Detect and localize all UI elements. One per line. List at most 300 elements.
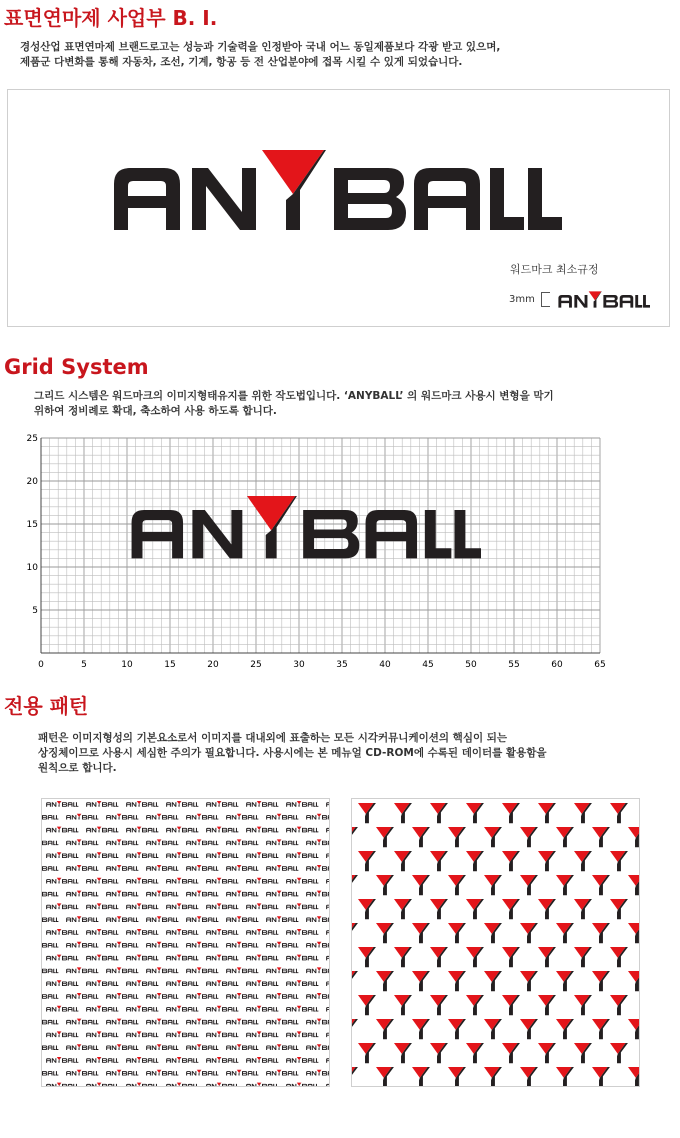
pattern-symbol-tile (538, 947, 556, 967)
pattern-wordmark-tile (146, 839, 178, 845)
grid-x-ticks (38, 660, 606, 670)
pattern-symbol-tile (610, 803, 628, 823)
pattern-wordmark-tile (206, 878, 238, 884)
pattern-wordmark-tile (166, 1006, 198, 1012)
pattern-symbol-tile (538, 851, 556, 871)
grid-y-tick-label: 5 (32, 606, 38, 616)
pattern-wordmark-tile (166, 1031, 198, 1037)
pattern-symbol-tile (502, 899, 520, 919)
min-size-bracket (541, 292, 550, 307)
pattern-symbol-tile (412, 875, 430, 895)
pattern-symbol-tile (610, 947, 628, 967)
pattern-symbol-tile (448, 1067, 466, 1087)
pattern-symbol-tile (394, 947, 412, 967)
pattern-symbol-tile (556, 875, 574, 895)
pattern-wordmark-tile (46, 827, 78, 833)
pattern-wordmark-tile (126, 852, 158, 858)
pattern-symbol-tile (628, 923, 640, 943)
grid-x-tick-label: 0 (38, 660, 44, 670)
grid-y-tick-label: 15 (26, 520, 38, 530)
grid-x-tick-label: 45 (422, 660, 434, 670)
pattern-symbol-tile (592, 1067, 610, 1087)
pattern-wordmark-tile (146, 942, 178, 948)
pattern-wordmark-tile (186, 916, 218, 922)
pattern-symbol-tile (412, 827, 430, 847)
pattern-symbol-tile (556, 827, 574, 847)
pattern-wordmark-tile (246, 980, 278, 986)
pattern-symbol-tile (358, 851, 376, 871)
pattern-wordmark-tile (246, 827, 278, 833)
pattern-symbol-tile (358, 899, 376, 919)
pattern-wordmark-tile (246, 1031, 278, 1037)
grid-lines (41, 438, 600, 653)
pattern-symbol-tile (448, 827, 466, 847)
pattern-symbol-tile (502, 851, 520, 871)
pattern-wordmark-tile (226, 942, 258, 948)
pattern-wordmark-tile (246, 1006, 278, 1012)
pattern-wordmark-tile (226, 814, 258, 820)
pattern-wordmark-tile (106, 942, 138, 948)
pattern-symbol-tile (574, 947, 592, 967)
pattern-wordmark-tile (126, 1057, 158, 1063)
pattern-wordmark-tile (186, 1019, 218, 1025)
pattern-symbol-tile (394, 899, 412, 919)
pattern-wordmark-tile (146, 1070, 178, 1076)
pattern-symbol-tile (556, 1019, 574, 1039)
pattern-wordmark-tile (66, 1019, 98, 1025)
pattern-symbol-tile (394, 803, 412, 823)
grid-x-tick-label: 55 (508, 660, 520, 670)
pattern-symbol-tile (610, 851, 628, 871)
pattern-symbol-tile (352, 971, 358, 991)
pattern-symbol-tile (466, 1043, 484, 1063)
pattern-wordmark-tile (46, 1083, 78, 1087)
pattern-wordmark-tile (126, 801, 158, 807)
pattern-wordmark-tile (166, 827, 198, 833)
pattern-wordmark-tile (326, 1006, 330, 1012)
pattern-wordmark-tile (266, 814, 298, 820)
pattern-wordmark-tile (166, 1083, 198, 1087)
pattern-wordmark-tile (166, 878, 198, 884)
pattern-symbol-tile (376, 971, 394, 991)
pattern-wordmark-tile (246, 955, 278, 961)
pattern-symbol-tile (574, 899, 592, 919)
pattern-symbol-tile (376, 875, 394, 895)
pattern-wordmark-tile (226, 1019, 258, 1025)
pattern-wordmark-tile (306, 891, 330, 897)
pattern-wordmark-tile (46, 1006, 78, 1012)
pattern-wordmark-tile (66, 839, 98, 845)
pattern-symbol-tile (520, 971, 538, 991)
pattern-wordmark-tile (42, 993, 58, 999)
pattern-symbol-tile (520, 1067, 538, 1087)
pattern-wordmark-tile (226, 865, 258, 871)
pattern-wordmark-tile (106, 814, 138, 820)
pattern-wordmark-tile (42, 1070, 58, 1076)
grid-x-tick-label: 25 (250, 660, 262, 670)
pattern-wordmark-tile (266, 1044, 298, 1050)
pattern-wordmark-tile (226, 1070, 258, 1076)
pattern-symbol-tile (520, 1019, 538, 1039)
pattern-symbol-tile (520, 875, 538, 895)
pattern-wordmark-tile (326, 827, 330, 833)
pattern-wordmark-tile (166, 1057, 198, 1063)
pattern-wordmark-tile (166, 852, 198, 858)
grid-y-tick-label: 10 (26, 563, 38, 573)
pattern-wordmark-tile (86, 980, 118, 986)
pattern-symbol-tile (628, 827, 640, 847)
pattern-wordmark-tile (306, 967, 330, 973)
pattern-wordmark-tile (286, 801, 318, 807)
pattern-wordmark-tile (126, 980, 158, 986)
pattern-wordmark-tile (266, 967, 298, 973)
pattern-wordmark-tile (106, 1044, 138, 1050)
pattern-wordmark-tile (86, 1006, 118, 1012)
min-size-value: 3mm (509, 294, 535, 305)
pattern-symbol-tile (430, 803, 448, 823)
pattern-wordmark-tile (246, 929, 278, 935)
grid-x-tick-label: 10 (121, 660, 133, 670)
pattern-wordmark-tile (146, 891, 178, 897)
pattern-wordmark-tile (86, 1031, 118, 1037)
pattern-symbol-tile (520, 827, 538, 847)
pattern-wordmark-tile (206, 852, 238, 858)
pattern-symbol-tile (358, 1043, 376, 1063)
pattern-wordmark-tile (186, 814, 218, 820)
pattern-symbol-tile (574, 851, 592, 871)
pattern-wordmark-tile (42, 891, 58, 897)
pattern-wordmark-tile (286, 1057, 318, 1063)
pattern-wordmark-tile (66, 967, 98, 973)
pattern-symbol-tile (556, 923, 574, 943)
grid-y-ticks (27, 434, 39, 616)
pattern-wordmark-tile (42, 1044, 58, 1050)
pattern-wordmark-tile (326, 1057, 330, 1063)
pattern-description-line: 패턴은 이미지형성의 기본요소로서 이미지를 대내외에 표출하는 모든 시각커뮤니케이션의 핵심이 되는 (38, 732, 508, 744)
grid-description-line: 위하여 정비례로 확대, 축소하여 사용 하도록 합니다. (34, 405, 277, 417)
pattern-wordmark-tile (42, 1019, 58, 1025)
pattern-symbol-tile (412, 1067, 430, 1087)
pattern-symbol-tile (430, 995, 448, 1015)
pattern-wordmark-tile (186, 993, 218, 999)
pattern-wordmark-tile (42, 814, 58, 820)
pattern-wordmark-tile (86, 903, 118, 909)
pattern-wordmark-tile (46, 929, 78, 935)
grid-x-tick-label: 60 (551, 660, 563, 670)
pattern-wordmark-tile (326, 1083, 330, 1087)
pattern-wordmark-tile (306, 865, 330, 871)
pattern-wordmark-tile (86, 852, 118, 858)
anyball-logo-small (558, 291, 650, 308)
pattern-symbol-tile (448, 971, 466, 991)
pattern-wordmark-tile (246, 878, 278, 884)
pattern-wordmark-tile (186, 839, 218, 845)
grid-system-figure (0, 430, 680, 675)
pattern-symbol-tile (484, 1019, 502, 1039)
pattern-wordmark-tile (126, 903, 158, 909)
pattern-wordmark-tile (326, 903, 330, 909)
pattern-wordmark-tile (286, 980, 318, 986)
pattern-wordmark-tile (206, 1083, 238, 1087)
bi-description-line: 경성산업 표면연마제 브랜드로고는 성능과 기술력을 인정받아 국내 어느 동일제품보다 각광 받고 있으며, (20, 41, 501, 53)
pattern-wordmark-tile (306, 916, 330, 922)
grid-x-tick-label: 50 (465, 660, 477, 670)
pattern-wordmark-tile (146, 814, 178, 820)
pattern-symbol-tile (430, 899, 448, 919)
pattern-wordmark-tile (166, 903, 198, 909)
pattern-wordmark-tile (326, 929, 330, 935)
pattern-symbol-tile (358, 803, 376, 823)
pattern-symbol-tile (352, 1019, 358, 1039)
pattern-symbol-tile (574, 1043, 592, 1063)
pattern-wordmark-tile (206, 1057, 238, 1063)
pattern-wordmark-tile (286, 929, 318, 935)
pattern-wordmark-tile (66, 942, 98, 948)
pattern-symbol-tile (610, 1043, 628, 1063)
pattern-wordmark-tile (226, 891, 258, 897)
pattern-wordmark-tile (326, 980, 330, 986)
pattern-wordmark-tile (46, 801, 78, 807)
pattern-wordmark-tile (86, 1083, 118, 1087)
section-title-bi: 표면연마제 사업부 B. I. (4, 6, 218, 30)
pattern-wordmark-tile (46, 878, 78, 884)
pattern-symbol-tile (610, 995, 628, 1015)
pattern-wordmark-tile (42, 865, 58, 871)
pattern-symbol-tile (592, 875, 610, 895)
pattern-description (38, 731, 547, 776)
pattern-symbol-tile (376, 827, 394, 847)
pattern-symbol-tile (502, 947, 520, 967)
pattern-wordmark-tile (106, 839, 138, 845)
min-size-caption: 워드마크 최소규정 (510, 263, 599, 276)
pattern-wordmark-tile (326, 852, 330, 858)
grid-x-tick-label: 15 (164, 660, 176, 670)
pattern-symbol-tile (412, 971, 430, 991)
pattern-wordmark-tile (106, 865, 138, 871)
pattern-symbol-tile (628, 1019, 640, 1039)
pattern-symbol-tile (502, 1043, 520, 1063)
pattern-wordmark-tile (186, 1070, 218, 1076)
pattern-wordmark-tile (106, 1070, 138, 1076)
pattern-symbol-tile (376, 1067, 394, 1087)
pattern-wordmark-tile (46, 903, 78, 909)
bi-description (20, 40, 500, 70)
pattern-symbol-tile (574, 803, 592, 823)
pattern-wordmark-tile (166, 929, 198, 935)
pattern-wordmark-tile (226, 967, 258, 973)
wordmark-pattern (41, 798, 330, 1087)
pattern-symbol-tile (502, 803, 520, 823)
pattern-symbol-tile (556, 1067, 574, 1087)
pattern-wordmark-tile (186, 891, 218, 897)
pattern-wordmark-tile (206, 980, 238, 986)
pattern-wordmark-tile (286, 903, 318, 909)
pattern-wordmark-tile (266, 865, 298, 871)
pattern-symbol-tile (448, 1019, 466, 1039)
pattern-symbol-tile (592, 1019, 610, 1039)
pattern-wordmark-tile (286, 1083, 318, 1087)
pattern-symbol-tile (628, 1067, 640, 1087)
pattern-wordmark-tile (146, 967, 178, 973)
pattern-wordmark-tile (306, 1070, 330, 1076)
pattern-symbol-tile (352, 875, 358, 895)
pattern-wordmark-tile (42, 916, 58, 922)
pattern-symbol-tile (394, 995, 412, 1015)
pattern-wordmark-tile (66, 916, 98, 922)
pattern-wordmark-tile (246, 903, 278, 909)
pattern-wordmark-tile (226, 916, 258, 922)
pattern-wordmark-tile (206, 903, 238, 909)
pattern-wordmark-tile (106, 916, 138, 922)
pattern-wordmark-tile (86, 878, 118, 884)
grid-x-tick-label: 35 (336, 660, 348, 670)
pattern-wordmark-tile (146, 916, 178, 922)
pattern-wordmark-tile (306, 839, 330, 845)
pattern-wordmark-tile (166, 801, 198, 807)
pattern-symbol-tile (352, 923, 358, 943)
pattern-symbol-tile (448, 875, 466, 895)
pattern-wordmark-tile (266, 1070, 298, 1076)
pattern-wordmark-tile (286, 878, 318, 884)
grid-y-tick-label: 20 (26, 477, 38, 487)
pattern-symbol-tile (574, 995, 592, 1015)
pattern-wordmark-tile (326, 878, 330, 884)
pattern-wordmark-tile (146, 1044, 178, 1050)
pattern-symbol-tile (466, 803, 484, 823)
pattern-wordmark-tile (106, 993, 138, 999)
pattern-wordmark-tile (306, 1044, 330, 1050)
pattern-wordmark-tile (126, 1031, 158, 1037)
pattern-symbol-tile (412, 1019, 430, 1039)
grid-x-tick-label: 30 (293, 660, 305, 670)
pattern-wordmark-tile (66, 814, 98, 820)
pattern-symbol-tile (352, 1067, 358, 1087)
pattern-symbol-tile (538, 995, 556, 1015)
section-title-grid: Grid System (4, 355, 149, 379)
pattern-wordmark-tile (306, 1019, 330, 1025)
pattern-wordmark-tile (86, 955, 118, 961)
pattern-symbol-tile (484, 923, 502, 943)
pattern-wordmark-tile (42, 839, 58, 845)
pattern-wordmark-tile (46, 1031, 78, 1037)
pattern-symbol-tile (358, 947, 376, 967)
pattern-symbol-tile (484, 827, 502, 847)
pattern-symbol-tile (610, 899, 628, 919)
pattern-wordmark-tile (46, 955, 78, 961)
pattern-wordmark-tile (146, 1019, 178, 1025)
pattern-wordmark-tile (66, 1044, 98, 1050)
pattern-symbol-tile (448, 923, 466, 943)
pattern-symbol-tile (592, 827, 610, 847)
pattern-wordmark-tile (226, 839, 258, 845)
pattern-wordmark-tile (286, 1006, 318, 1012)
pattern-symbol-tile (466, 995, 484, 1015)
pattern-wordmark-tile (306, 993, 330, 999)
pattern-wordmark-tile (186, 1044, 218, 1050)
pattern-wordmark-tile (46, 1057, 78, 1063)
pattern-wordmark-tile (186, 865, 218, 871)
pattern-wordmark-tile (266, 839, 298, 845)
pattern-wordmark-tile (306, 814, 330, 820)
pattern-wordmark-tile (42, 967, 58, 973)
pattern-symbol-tile (484, 875, 502, 895)
pattern-wordmark-tile (326, 1031, 330, 1037)
pattern-wordmark-tile (86, 1057, 118, 1063)
pattern-symbol-tile (466, 947, 484, 967)
pattern-wordmark-tile (286, 955, 318, 961)
pattern-symbol-tile (466, 851, 484, 871)
bi-description-line: 제품군 다변화를 통해 자동차, 조선, 기계, 항공 등 전 산업분야에 접목 시킬 수 있게 되었습니다. (20, 56, 463, 68)
section-title-pattern: 전용 패턴 (4, 694, 89, 718)
grid-x-tick-label: 65 (594, 660, 606, 670)
grid-description-line: 그리드 시스템은 워드마크의 이미지형태유지를 위한 작도법입니다. ‘ANYBALL’ 의 워드마크 사용시 변형을 막기 (34, 390, 554, 402)
pattern-symbol-tile (592, 971, 610, 991)
pattern-symbol-tile (394, 1043, 412, 1063)
grid-y-tick-label: 25 (26, 434, 38, 444)
pattern-description-line: 상징체이므로 사용시 세심한 주의가 필요합니다. 사용시에는 본 메뉴얼 CD-ROM에 수록된 데이터를 활용함을 (38, 747, 547, 759)
pattern-wordmark-tile (206, 955, 238, 961)
pattern-symbol-tile (430, 1043, 448, 1063)
pattern-symbol-tile (538, 899, 556, 919)
pattern-wordmark-tile (206, 929, 238, 935)
pattern-wordmark-tile (266, 891, 298, 897)
pattern-wordmark-tile (126, 955, 158, 961)
pattern-wordmark-tile (326, 955, 330, 961)
pattern-symbol-tile (430, 947, 448, 967)
pattern-wordmark-tile (286, 1031, 318, 1037)
grid-x-tick-label: 20 (207, 660, 219, 670)
anyball-logo-main (112, 150, 562, 230)
pattern-wordmark-tile (126, 1006, 158, 1012)
pattern-wordmark-tile (106, 967, 138, 973)
pattern-wordmark-tile (206, 801, 238, 807)
pattern-symbol-tile (556, 971, 574, 991)
grid-x-tick-label: 5 (81, 660, 87, 670)
pattern-wordmark-tile (166, 980, 198, 986)
pattern-symbol-tile (376, 1019, 394, 1039)
pattern-wordmark-tile (226, 993, 258, 999)
pattern-wordmark-tile (326, 801, 330, 807)
pattern-wordmark-tile (246, 852, 278, 858)
grid-logo (132, 496, 481, 558)
pattern-wordmark-tile (246, 1083, 278, 1087)
pattern-wordmark-tile (186, 942, 218, 948)
pattern-wordmark-tile (66, 891, 98, 897)
pattern-symbol-tile (520, 923, 538, 943)
pattern-symbol-tile (466, 899, 484, 919)
pattern-symbol-tile (592, 923, 610, 943)
pattern-symbol-tile (538, 803, 556, 823)
pattern-wordmark-tile (186, 967, 218, 973)
pattern-wordmark-tile (66, 993, 98, 999)
pattern-wordmark-tile (66, 865, 98, 871)
pattern-symbol-tile (352, 827, 358, 847)
pattern-wordmark-tile (42, 942, 58, 948)
pattern-symbol-tile (484, 971, 502, 991)
pattern-wordmark-tile (266, 916, 298, 922)
pattern-wordmark-tile (126, 878, 158, 884)
pattern-wordmark-tile (126, 929, 158, 935)
pattern-wordmark-tile (126, 827, 158, 833)
pattern-wordmark-tile (86, 929, 118, 935)
pattern-symbol-tile (628, 875, 640, 895)
pattern-wordmark-tile (146, 865, 178, 871)
pattern-symbol-tile (538, 1043, 556, 1063)
pattern-symbol-tile (484, 1067, 502, 1087)
pattern-wordmark-tile (266, 1019, 298, 1025)
pattern-wordmark-tile (106, 1019, 138, 1025)
pattern-symbol-tile (502, 995, 520, 1015)
